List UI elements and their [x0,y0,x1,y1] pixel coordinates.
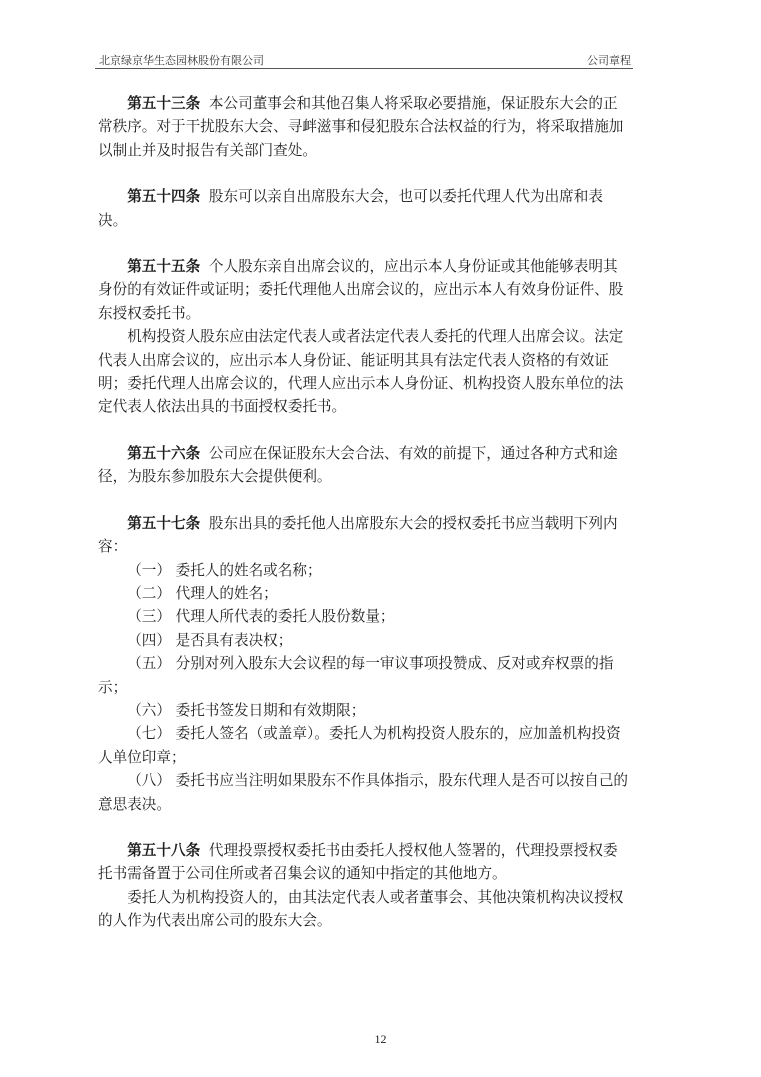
article-number: 第五十三条 [127,95,201,112]
article-text: 公司应在保证股东大会合法、有效的前提下，通过各种方式和途径，为股东参加股东大会提供便利。 [98,444,618,486]
company-name: 北京绿京华生态园林股份有限公司 [99,54,264,67]
article-number: 第五十四条 [127,188,201,206]
article-number: 第五十六条 [127,444,201,462]
list-item: （五） 分别对列入股东大会议程的每一审议事项投赞成、反对或弃权票的指示； [98,655,614,696]
page-number: 12 [374,1032,387,1046]
document-body [98,92,631,933]
article-text: 本公司董事会和其他召集人将采取必要措施，保证股东大会的正常秩序。对于干扰股东大会、寻衅滋事和侵犯股东合法权益的行为，将采取措施加以制止并及时报告有关部门查处。 [98,95,624,159]
article-text: 股东可以亲自出席股东大会，也可以委托代理人代为出席和表决。 [98,188,603,229]
list-item: （八） 委托书应当注明如果股东不作具体指示，股东代理人是否可以按自己的意思表决。 [98,772,629,813]
article-56 [98,442,631,489]
list-item: （七） 委托人签名（或盖章）。委托人为机构投资人股东的，应加盖机构投资人单位印章； [98,725,621,766]
page-header [95,52,633,69]
article-number: 第五十八条 [127,841,201,859]
article-54 [98,185,631,232]
article-text: 股东出具的委托他人出席股东大会的授权委托书应当载明下列内容： [98,514,618,556]
article-57 [98,512,631,559]
article-53 [98,92,631,162]
list-item: （三） 代理人所代表的委托人股份数量； [127,608,395,626]
article-paragraph: 委托人为机构投资人的，由其法定代表人或者董事会、其他决策机构决议授权的人作为代表出席公司的股东大会。 [98,888,624,930]
list-item: （四） 是否具有表决权； [127,631,293,649]
article-number: 第五十五条 [127,258,201,276]
article-text: 代理投票授权委托书由委托人授权他人签署的，代理投票授权委托书需备置于公司住所或者召集会议的通知中指定的其他地方。 [98,841,618,883]
article-58 [98,839,631,886]
list-item: （六） 委托书签发日期和有效期限； [127,701,366,719]
list-item: （二） 代理人的姓名； [127,584,278,602]
article-55 [98,255,631,325]
article-paragraph: 机构投资人股东应由法定代表人或者法定代表人委托的代理人出席会议。法定代表人出席会议的，应出示本人身份证、能证明其具有法定代表人资格的有效证明；委托代理人出席会议的，代理人应出示本人身份证、机构投资人股东单位的法定代表人依法出具的书面授权委托书。 [98,328,624,416]
article-number: 第五十七条 [127,514,201,532]
document-type: 公司章程 [587,54,631,67]
list-item: （一） 委托人的姓名或名称； [127,561,322,579]
article-text: 个人股东亲自出席会议的，应出示本人身份证或其他能够表明其身份的有效证件或证明；委托代理他人出席会议的，应出示本人有效身份证件、股东授权委托书。 [98,258,624,322]
